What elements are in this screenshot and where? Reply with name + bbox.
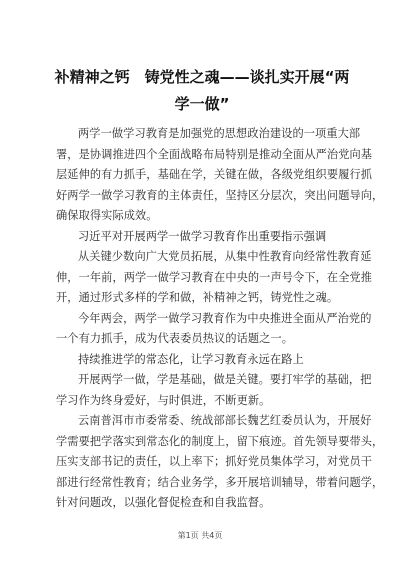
paragraph-line: 确保取得实际成效。 xyxy=(56,209,158,222)
paragraph-line: 层延伸的有力抓手，基础在学，关键在做，各级党组织要履行抓 xyxy=(56,168,373,181)
paragraph-line: 从关键少数向广大党员拓展，从集中性教育向经常性教育延 xyxy=(78,250,372,263)
paragraph-line: 针对问题改，以强化督促检查和自我监督。 xyxy=(56,496,271,509)
paragraph-line: 开展两学一做，学是基础，做是关键。要打牢学的基础，把 xyxy=(78,373,372,386)
paragraph-line: 学需要把学落实到常态化的制度上，留下痕迹。首先领导要带头， xyxy=(56,434,384,448)
paragraph-line: 学习作为终身爱好，与时俱进，不断更新。 xyxy=(56,393,271,407)
document-title-line-1: 补精神之钙 铸党性之魂——谈扎实开展“两 xyxy=(54,68,350,86)
paragraph-line: 两学一做学习教育是加强党的思想政治建设的一项重大部 xyxy=(78,127,361,140)
paragraph-line: 云南普洱市市委常委、统战部部长魏艺红委员认为，开展好 xyxy=(78,414,372,427)
page-footer: 第1页 共4页 xyxy=(177,531,223,540)
paragraph-line: 一个有力抓手，成为代表委员热议的话题之一。 xyxy=(56,332,294,345)
paragraph-line: 今年两会，两学一做学习教育作为中央推进全面从严治党的 xyxy=(78,311,372,325)
document-title-line-2: 学一做” xyxy=(174,95,230,113)
paragraph-line: 部进行经常性教育；结合业务学，多开展培训辅导，带着问题学， xyxy=(56,475,384,489)
paragraph-line: 伸，一年前，两学一做学习教育在中央的一声号令下，在全党推 xyxy=(56,270,373,284)
paragraph-line: 压实支部书记的责任，以上率下；抓好党员集体学习，对党员干 xyxy=(56,455,373,468)
paragraph-line: 开，通过形式多样的学和做，补精神之钙，铸党性之魂。 xyxy=(56,291,339,304)
section-heading: 持续推进学的常态化，让学习教育永远在路上 xyxy=(78,352,304,366)
paragraph-line: 好两学一做学习教育的主体责任，坚持区分层次，突出问题导向， xyxy=(56,188,384,202)
section-heading: 习近平对开展两学一做学习教育作出重要指示强调 xyxy=(78,229,327,243)
paragraph-line: 署，是协调推进四个全面战略布局特别是推动全面从严治党向基 xyxy=(56,147,373,161)
